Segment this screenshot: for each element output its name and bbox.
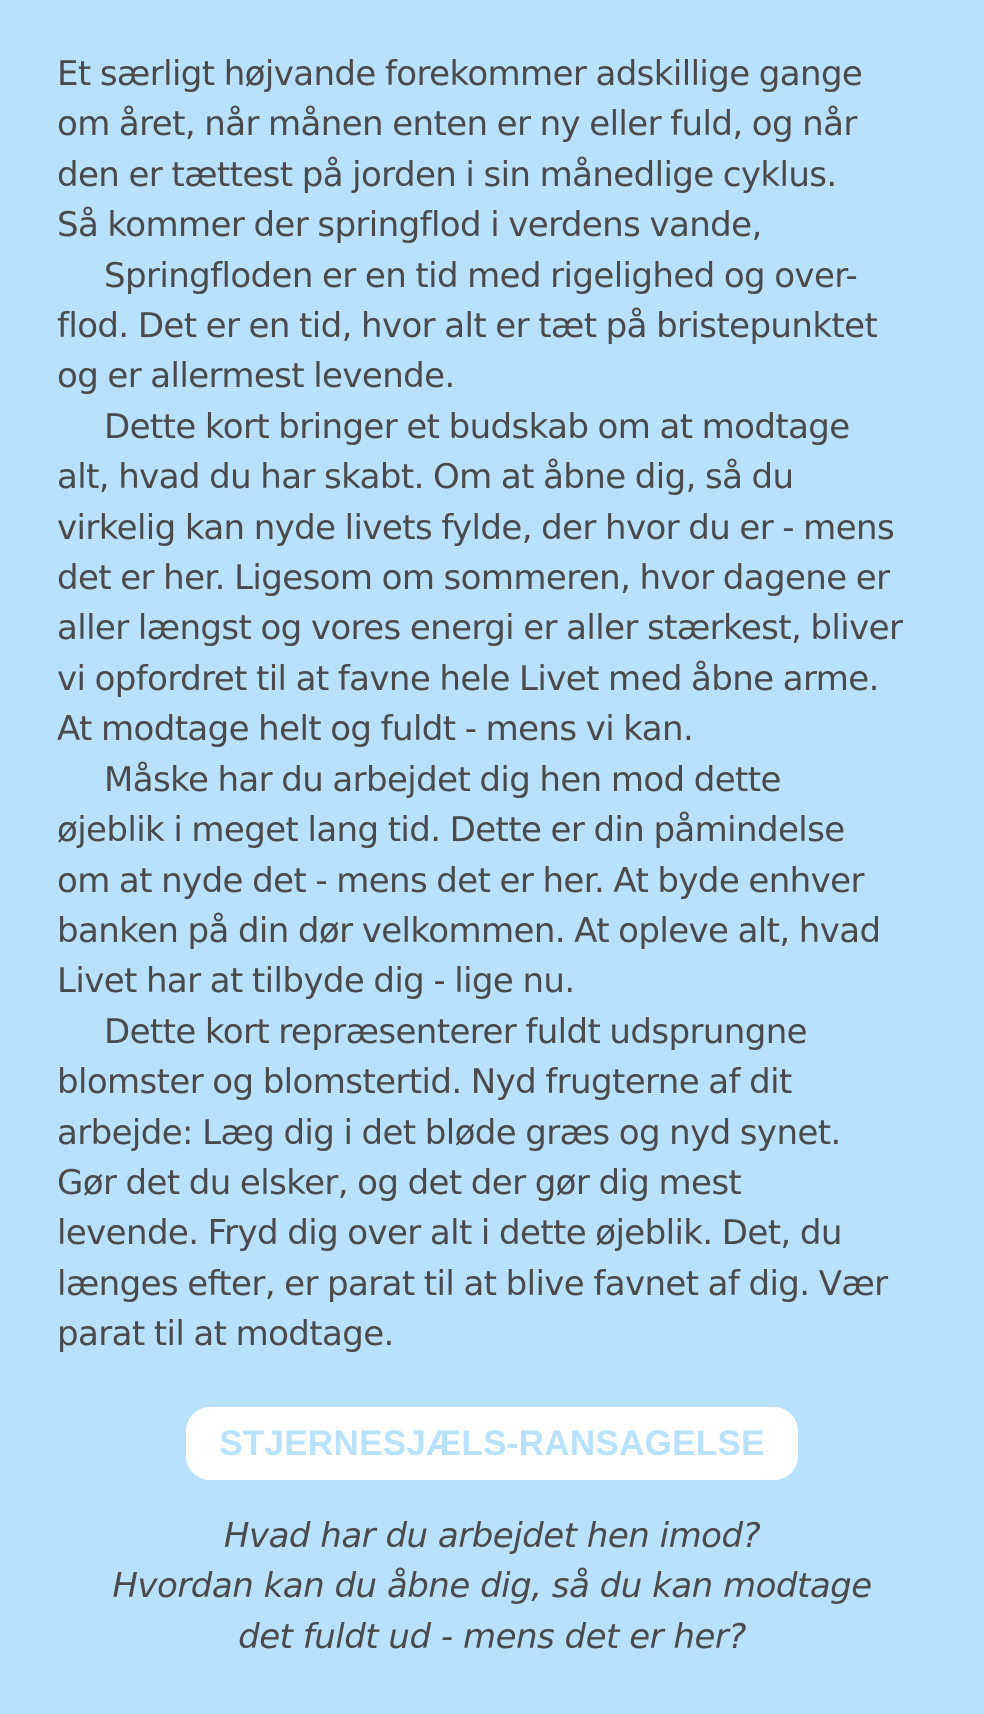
question-line: Hvordan kan du åbne dig, så du kan modtage — [112, 1566, 872, 1607]
text-line: Gør det du elsker, og det der gør dig mest — [57, 1162, 742, 1203]
text-line: Dette kort repræsenterer fuldt udsprungne — [104, 1011, 807, 1052]
card-description — [57, 49, 927, 1360]
text-line: At modtage helt og fuldt - mens vi kan. — [57, 709, 694, 750]
text-line: om at nyde det - mens det er her. At byde enhver — [57, 860, 864, 901]
text-line: den er tættest på jorden i sin månedlige cyklus. — [57, 154, 837, 195]
text-line: og er allermest levende. — [57, 356, 455, 397]
text-line: banken på din dør velkommen. At opleve alt, hvad — [57, 910, 881, 951]
text-line: om året, når månen enten er ny eller fuld, og når — [57, 104, 857, 145]
paragraph-reminder — [57, 755, 927, 1007]
paragraph-blossom — [57, 1007, 927, 1360]
text-line: Et særligt højvande forekommer adskillige gange — [57, 54, 863, 94]
paragraph-springflod-intro — [57, 49, 927, 251]
section-banner — [186, 1407, 798, 1480]
text-line: alt, hvad du har skabt. Om at åbne dig, så du — [57, 457, 794, 498]
question-line: Hvad har du arbejdet hen imod? — [223, 1516, 761, 1556]
question-line: det fuldt ud - mens det er her? — [238, 1616, 746, 1657]
paragraph-abundance — [57, 251, 927, 402]
text-line: vi opfordret til at favne hele Livet med åbne arme. — [57, 658, 879, 699]
text-line: Måske har du arbejdet dig hen mod dette — [104, 759, 781, 800]
banner-label: STJERNESJÆLS-RANSAGELSE — [219, 1423, 765, 1463]
text-line: levende. Fryd dig over alt i dette øjeblik. Det, du — [57, 1213, 842, 1254]
text-line: Så kommer der springflod i verdens vande, — [57, 205, 762, 246]
paragraph-card-message — [57, 402, 927, 755]
reflection-question — [0, 1511, 984, 1662]
text-line: det er her. Ligesom om sommeren, hvor dagene er — [57, 558, 890, 599]
text-line: Livet har at tilbyde dig - lige nu. — [57, 961, 575, 1002]
text-line: aller længst og vores energi er aller stærkest, bliver — [57, 608, 903, 649]
text-line: flod. Det er en tid, hvor alt er tæt på bristepunktet — [57, 306, 878, 347]
text-line: Springfloden er en tid med rigelighed og over- — [104, 255, 858, 296]
text-line: parat til at modtage. — [57, 1314, 394, 1355]
text-line: blomster og blomstertid. Nyd frugterne af dit — [57, 1062, 792, 1103]
text-line: virkelig kan nyde livets fylde, der hvor du er - mens — [57, 507, 895, 548]
text-line: Dette kort bringer et budskab om at modtage — [104, 406, 850, 447]
text-line: arbejde: Læg dig i det bløde græs og nyd synet. — [57, 1112, 841, 1153]
text-line: længes efter, er parat til at blive favnet af dig. Vær — [57, 1263, 888, 1304]
text-line: øjeblik i meget lang tid. Dette er din påmindelse — [57, 810, 845, 851]
